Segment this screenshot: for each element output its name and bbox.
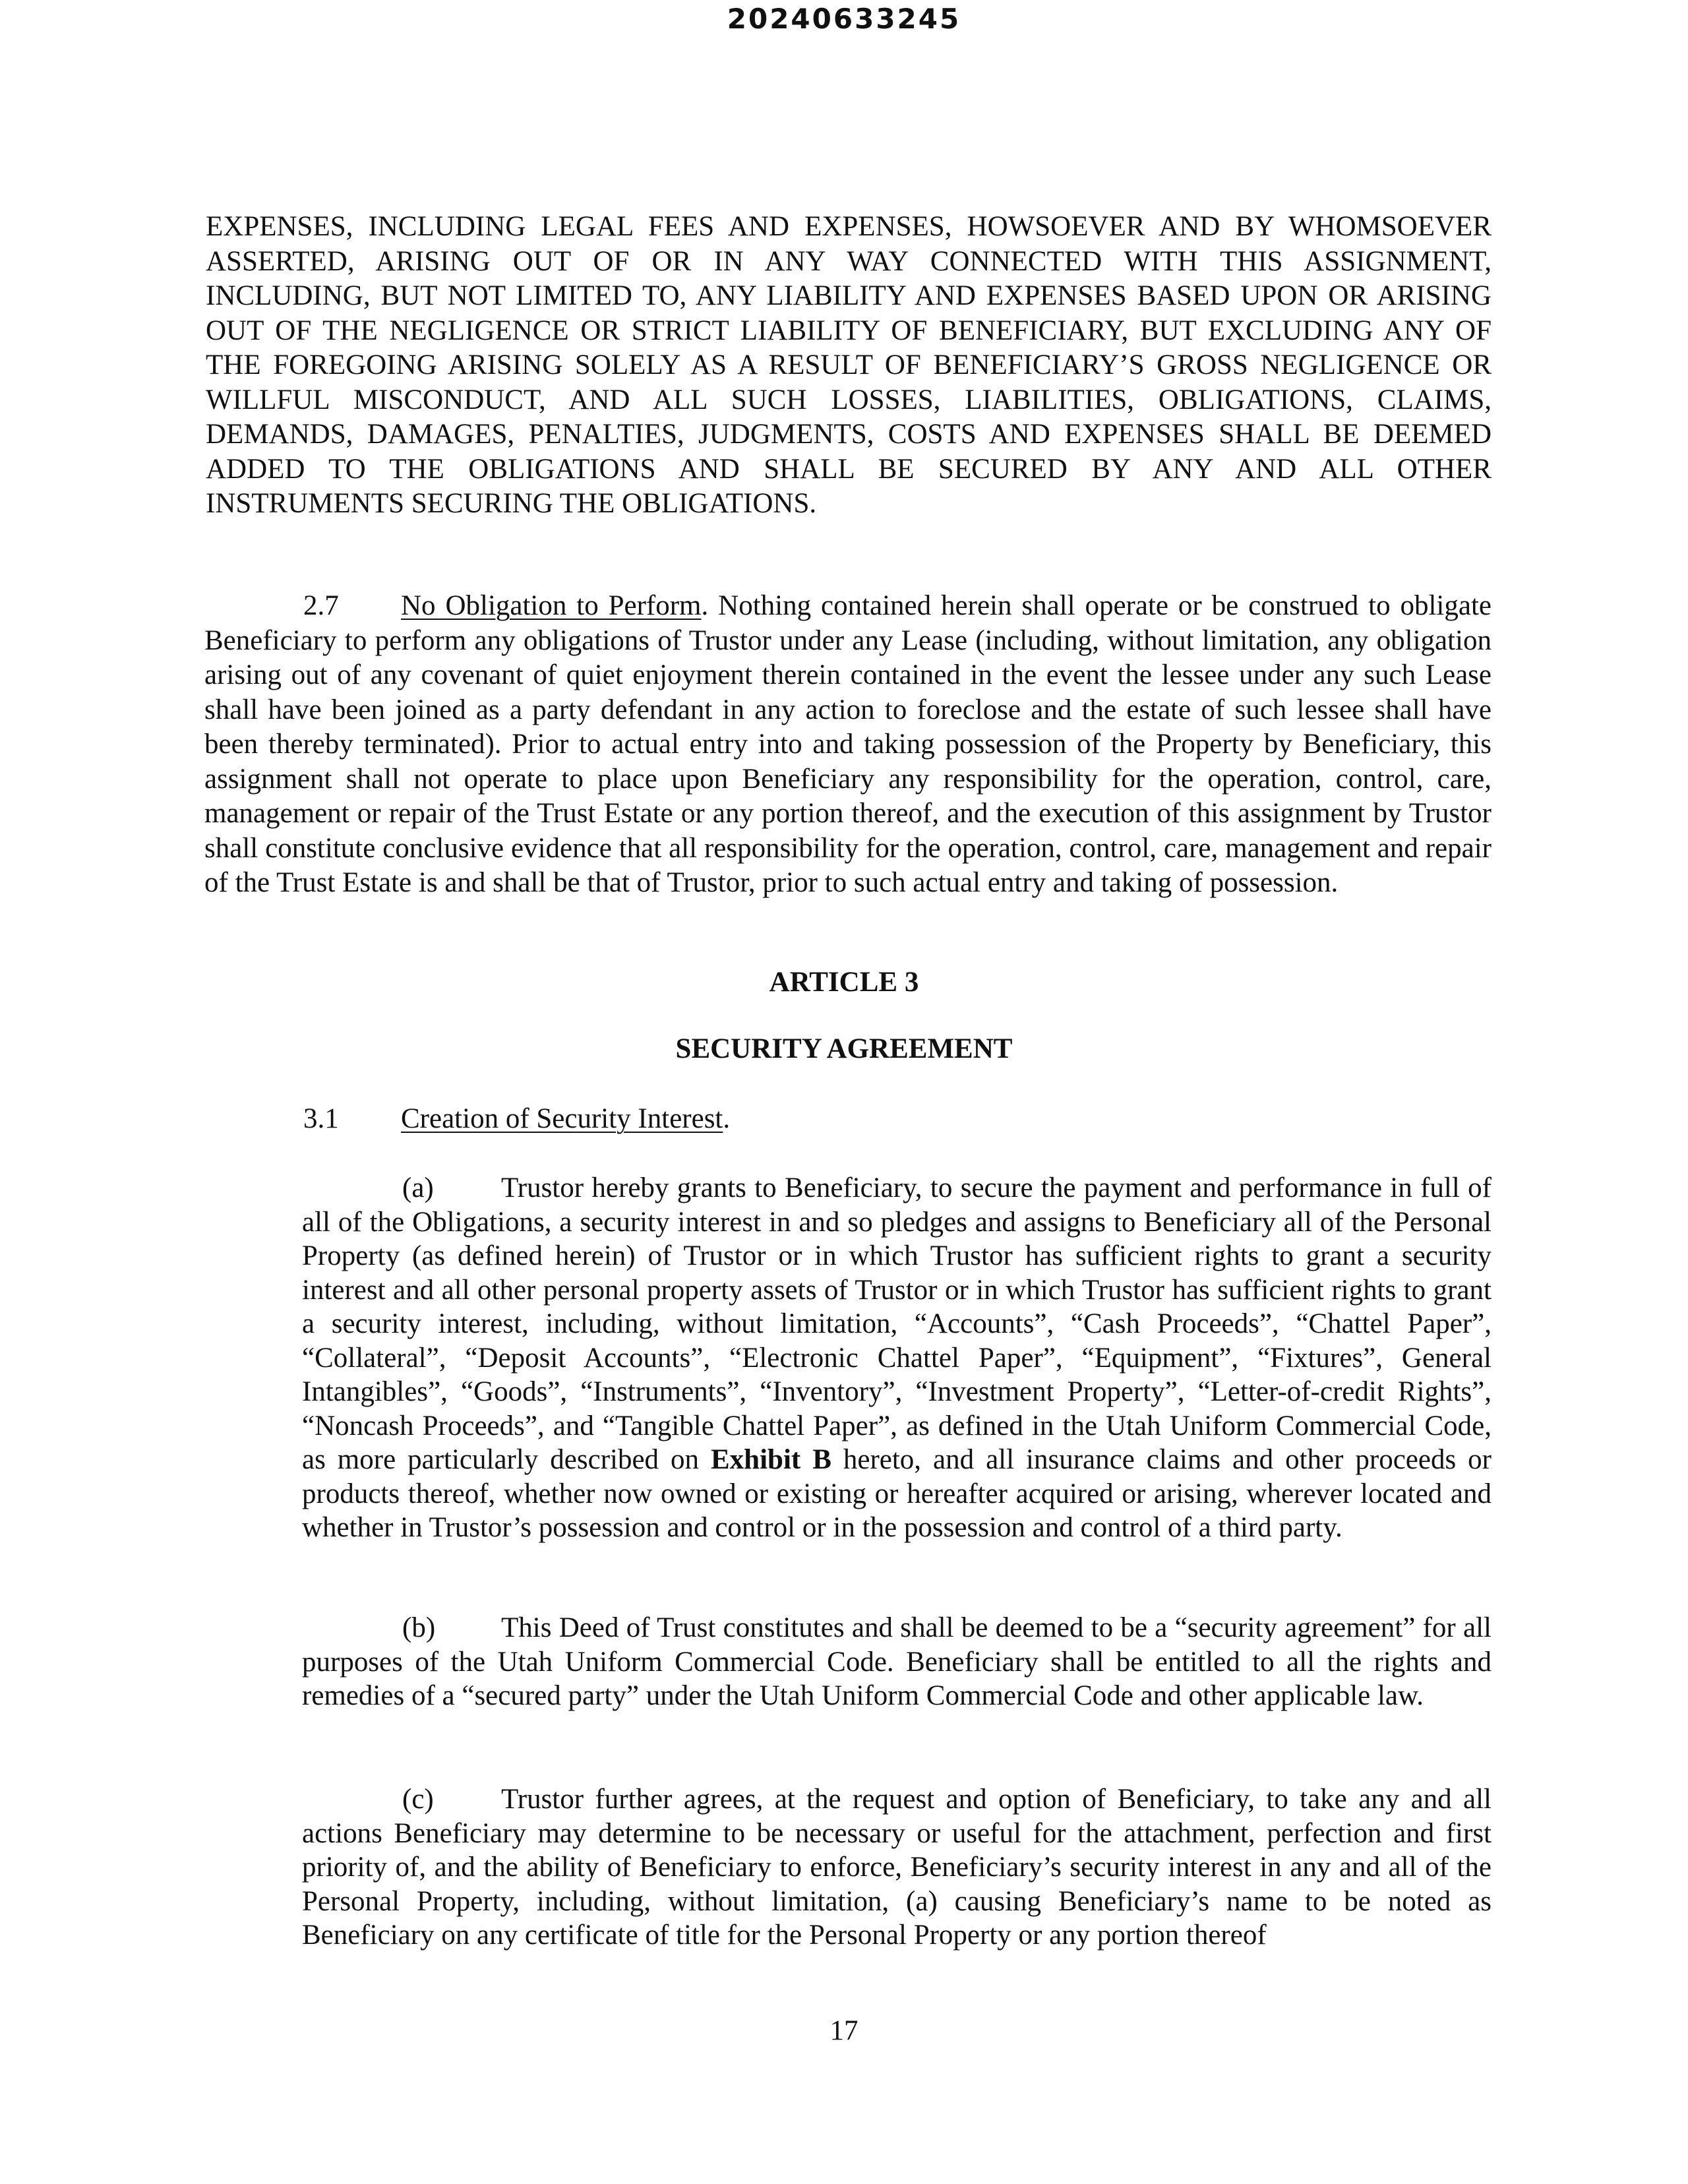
article-number-heading: ARTICLE 3 — [769, 967, 919, 998]
subsection-b-paragraph — [302, 1611, 1492, 1713]
section-3-1-heading — [303, 1103, 730, 1135]
section-2-7-number: 2.7 — [303, 590, 339, 621]
section-3-1-title-suffix: . — [723, 1103, 731, 1134]
subsection-a-label: (a) — [402, 1172, 434, 1203]
section-2-7-title: No Obligation to Perform — [401, 590, 702, 621]
page-number: 17 — [829, 2015, 859, 2046]
subsection-a-text-part-2: hereto, and all insurance claims and other proceeds or products thereof, whether now owned or existing or hereafter acquired or arising, wherever located and whether in Trustor’s possession and control or in the possession and control of a third party. — [302, 1444, 1492, 1543]
article-title-heading: SECURITY AGREEMENT — [675, 1033, 1013, 1064]
subsection-b-label: (b) — [402, 1612, 436, 1643]
document-number-header: 20240633245 — [727, 3, 961, 35]
section-3-1-number: 3.1 — [303, 1103, 339, 1134]
subsection-a-text-part-1: Trustor hereby grants to Beneficiary, to secure the payment and performance in full of all of the Obligations, a security interest in and so pledges and assigns to Beneficiary all of the Personal Property (as defined herein) of Trustor or in which Trustor has sufficient rights to grant a security interest and all other personal property assets of Trustor or in which Trustor has sufficient rights to grant a security interest, including, without limitation, “Accounts”, “Cash Proceeds”, “Chattel Paper”, “Collateral”, “Deposit Accounts”, “Electronic Chattel Paper”, “Equipment”, “Fixtures”, General Intangibles”, “Goods”, “Instruments”, “Inventory”, “Investment Property”, “Letter-of-credit Rights”, “Noncash Proceeds”, and “Tangible Chattel Paper”, as defined in the Utah Uniform Commercial Code, as more particularly described on — [302, 1172, 1492, 1475]
section-2-7-text: . Nothing contained herein shall operate or be construed to obligate Beneficiary to perform any obligations of Trustor under any Lease (including, without limitation, any obligation arising out of any covenant of quiet enjoyment therein contained in the event the lessee under any such Lease shall have been joined as a party defendant in any action to foreclose and the estate of such lessee shall have been thereby terminated). Prior to actual entry into and taking possession of the Property by Beneficiary, this assignment shall not operate to place upon Beneficiary any responsibility for the operation, control, care, management or repair of the Trust Estate or any portion thereof, and the execution of this assignment by Trustor shall constitute conclusive evidence that all responsibility for the operation, control, care, management and repair of the Trust Estate is and shall be that of Trustor, prior to such actual entry and taking of possession. — [204, 590, 1492, 898]
subsection-c-text: Trustor further agrees, at the request and option of Beneficiary, to take any and all actions Beneficiary may determine to be necessary or useful for the attachment, perfection and first priority of, and the ability of Beneficiary to enforce, Beneficiary’s security interest in any and all of the Personal Property, including, without limitation, (a) causing Beneficiary’s name to be noted as Beneficiary on any certificate of title for the Personal Property or any portion thereof — [302, 1784, 1492, 1951]
section-3-1-title: Creation of Security Interest — [401, 1103, 723, 1134]
subsection-a-paragraph — [302, 1171, 1492, 1545]
subsection-c-paragraph — [302, 1782, 1492, 1953]
exhibit-b-reference: Exhibit B — [711, 1444, 831, 1475]
section-2-7-paragraph — [204, 589, 1492, 901]
continued-indemnity-paragraph: EXPENSES, INCLUDING LEGAL FEES AND EXPENSES, HOWSOEVER AND BY WHOMSOEVER ASSERTED, ARISING OUT OF OR IN ANY WAY CONNECTED WITH THIS ASSIGNMENT, INCLUDING, BUT NOT LIMITED TO, ANY LIABILITY AND EXPENSES BASED UPON OR ARISING OUT OF THE NEGLIGENCE OR STRICT LIABILITY OF BENEFICIARY, BUT EXCLUDING ANY OF THE FOREGOING ARISING SOLELY AS A RESULT OF BENEFICIARY’S GROSS NEGLIGENCE OR WILLFUL MISCONDUCT, AND ALL SUCH LOSSES, LIABILITIES, OBLIGATIONS, CLAIMS, DEMANDS, DAMAGES, PENALTIES, JUDGMENTS, COSTS AND EXPENSES SHALL BE DEEMED ADDED TO THE OBLIGATIONS AND SHALL BE SECURED BY ANY AND ALL OTHER INSTRUMENTS SECURING THE OBLIGATIONS. — [206, 211, 1492, 519]
subsection-c-label: (c) — [402, 1784, 434, 1815]
subsection-b-text: This Deed of Trust constitutes and shall be deemed to be a “security agreement” for all purposes of the Utah Uniform Commercial Code. Beneficiary shall be entitled to all the rights and remedies of a “secured party” under the Utah Uniform Commercial Code and other applicable law. — [302, 1612, 1492, 1711]
